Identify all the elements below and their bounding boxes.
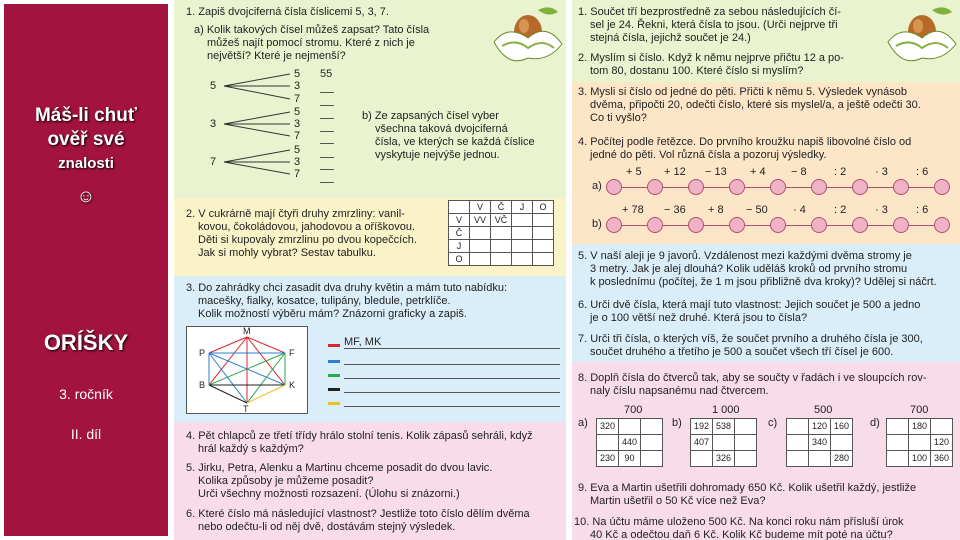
square-cell: [735, 435, 757, 451]
square-cell: [787, 451, 809, 467]
task-1b-line-4: vyskytuje nejvýše jednou.: [375, 149, 500, 161]
table-header-cell: Č: [491, 201, 512, 214]
square-cell: [909, 435, 931, 451]
chain-a-op: − 13: [705, 166, 727, 178]
square-cell: 160: [831, 419, 853, 435]
task-1b-line-1: b) Ze zapsaných čísel vyber: [362, 110, 499, 122]
task-1b-line-3: čísla, ve kterých se každá číslice: [375, 136, 535, 148]
hazelnut-illustration: [882, 2, 960, 76]
table-header-cell: J: [512, 201, 533, 214]
number-tree-diagram: [210, 64, 320, 192]
square-cell: [735, 419, 757, 435]
table-header-cell: V: [470, 201, 491, 214]
r-task-8-line-2: naly číslu napsanému nad čtvercem.: [590, 385, 769, 397]
task-2-line-4: Jak si mohly vybrat? Sestav tabulku.: [198, 247, 376, 259]
tree-leaf: 7: [294, 130, 301, 142]
r-task-7-line-1: 7. Urči tři čísla, o kterých víš, že součet prvního a druhého čísla je 300,: [578, 333, 923, 345]
task-2-line-1: 2. V cukrárně mají čtyři druhy zmrzliny: vanil-: [186, 208, 405, 220]
graph-node-label: P: [199, 348, 206, 358]
square-cell: [713, 435, 735, 451]
task-1-section: [174, 0, 566, 198]
square-cell: 100: [909, 451, 931, 467]
chain-b-op: + 8: [708, 204, 724, 216]
sidebar-title: [4, 104, 168, 176]
square-cell: 407: [691, 435, 713, 451]
tree-root-1: 5: [210, 80, 217, 92]
task-4-line-2: hrál každý s každým?: [198, 443, 304, 455]
r-task-3-line-3: Co ti vyšlo?: [590, 112, 647, 124]
task-2-line-2: kovou, čokoládovou, jahodovou a oříškovou.: [198, 221, 416, 233]
task-1a-line-1: a) Kolik takových čísel můžeš zapsat? Tato čísla: [194, 24, 430, 36]
square-cell: [887, 435, 909, 451]
r-task-2-line-2: tom 80, dostanu 100. Které číslo si myslím?: [590, 65, 804, 77]
r-task-1-line-1: 1. Součet tří bezprostředně za sebou následujících čí-: [578, 6, 841, 18]
chain-a-op: : 2: [834, 166, 847, 178]
square-cell: 180: [909, 419, 931, 435]
chain-a-op: + 5: [626, 166, 642, 178]
tree-leaf: 7: [294, 93, 301, 105]
r-task-8-line-1: 8. Doplň čísla do čtverců tak, aby se součty v řadách i ve sloupcích rov-: [578, 372, 927, 384]
tree-first-answer: 55: [320, 68, 333, 80]
square-cell: [619, 419, 641, 435]
square-cell: 280: [831, 451, 853, 467]
chain-a-op: · 3: [875, 166, 888, 178]
tree-root-2: 3: [210, 118, 217, 130]
square-cell: 360: [931, 451, 953, 467]
r-task-9-line-2: Martin ušetřil o 50 Kč více než Eva?: [590, 495, 766, 507]
magic-square-sum: 700: [624, 404, 643, 416]
tasks-4-6-section: [174, 422, 566, 540]
legend-swatch-green: [328, 374, 340, 377]
square-cell: [887, 451, 909, 467]
magic-square-a: [596, 418, 663, 467]
r-task-4-line-2: jedné do pěti. Vol různá čísla a pozoruj výsledky.: [590, 149, 827, 161]
title-sidebar: [4, 4, 168, 536]
magic-square-b: [690, 418, 757, 467]
magic-square-sum: 700: [910, 404, 929, 416]
r-task-3-line-1: 3. Mysli si číslo od jedné do pěti. Přičti k němu 5. Výsledek vynásob: [578, 86, 907, 98]
chain-b-op: · 4: [793, 204, 806, 216]
graph-node-label: F: [289, 348, 295, 358]
task-1a-line-2: můžeš najít pomocí stromu. Které z nich je: [207, 37, 415, 49]
square-cell: 192: [691, 419, 713, 435]
legend-first-entry: MF, MK: [344, 336, 382, 348]
table-row-header: O: [449, 253, 470, 266]
tree-leaf: 7: [294, 168, 301, 180]
square-cell: [735, 451, 757, 467]
r-task-5-line-3: k poslednímu (počítej, že 1 m jsou přibližně dva kroky)? Udělej si náčrt.: [590, 276, 937, 288]
chain-b-op: − 36: [664, 204, 686, 216]
square-cell: [787, 435, 809, 451]
legend-swatch-blue: [328, 360, 340, 363]
r-task-2-line-1: 2. Myslím si číslo. Když k němu nejprve přičtu 12 a po-: [578, 52, 844, 64]
r-task-3-line-2: dvěma, připočti 20, odečti číslo, které sis myslel/a, a ještě odečti 30.: [590, 99, 921, 111]
table-header-cell: O: [533, 201, 554, 214]
r-task-9-line-1: 9. Eva a Martin ušetřili dohromady 650 Kč. Kolik ušetřil každý, jestliže: [578, 482, 917, 494]
r-task-10-line-2: 40 Kč a odečtou daň 6 Kč. Kolik Kč budeme mít poté na účtu?: [590, 529, 893, 540]
graph-node-label: T: [243, 404, 249, 414]
task-1b-line-2: všechna taková dvojciferná: [375, 123, 508, 135]
chain-a-op: + 12: [664, 166, 686, 178]
magic-square-sum: 500: [814, 404, 833, 416]
square-cell: 90: [619, 451, 641, 467]
r-task-10-line-1: 10. Na účtu máme uloženo 500 Kč. Na konci roku nám přísluší úrok: [574, 516, 904, 528]
title-line-1: Máš-li chuť: [34, 105, 137, 126]
square-cell: [641, 419, 663, 435]
chain-b-label: b): [592, 218, 602, 230]
task-5-line-1: 5. Jirku, Petra, Alenku a Martinu chceme posadit do dvou lavic.: [186, 462, 493, 474]
magic-square-sum: 1 000: [712, 404, 740, 416]
square-cell: [597, 435, 619, 451]
r-task-5-line-2: 3 metry. Jak je alej dlouhá? Kolik uděláš kroků od prvního stromu: [590, 263, 908, 275]
square-cell: 538: [713, 419, 735, 435]
square-cell: [931, 419, 953, 435]
magic-square-label: a): [578, 417, 588, 429]
task-3-section: [174, 276, 566, 422]
square-cell: 120: [931, 435, 953, 451]
task-4-line-1: 4. Pět chlapců ze třetí třídy hrálo stolní tenis. Kolik zápasů sehráli, když: [186, 430, 533, 442]
r-task-4-line-1: 4. Počítej podle řetězce. Do prvního kroužku napiš libovolné číslo od: [578, 136, 912, 148]
task-5-line-3: Urči všechny možnosti rozsazení. (Úlohu si znázorni.): [198, 488, 460, 500]
tree-leaf: 5: [294, 106, 301, 118]
graph-node-label: B: [199, 380, 206, 390]
right-textbook-page: [572, 0, 960, 540]
table-cell: VČ: [491, 214, 512, 227]
graph-node-label: M: [243, 326, 251, 336]
tasks-3-4-section: [572, 82, 960, 244]
square-cell: [787, 419, 809, 435]
tasks-5-7-section: [572, 244, 960, 362]
chain-b-op: : 2: [834, 204, 847, 216]
tree-root-3: 7: [210, 156, 217, 168]
chain-b-op: : 6: [916, 204, 929, 216]
title-line-3: znalosti: [58, 155, 114, 172]
square-cell: 326: [713, 451, 735, 467]
task-2-section: [174, 198, 566, 276]
task-3-line-2: macešky, fialky, kosatce, tulipány, bledule, petrklíče.: [198, 295, 451, 307]
tree-leaf: 3: [294, 156, 301, 168]
tree-leaf: 5: [294, 144, 301, 156]
table-row-header: V: [449, 214, 470, 227]
magic-square-c: [786, 418, 853, 467]
tree-leaf: 3: [294, 80, 301, 92]
r-task-5-line-1: 5. V naší aleji je 9 javorů. Vzdálenost mezi každými dvěma stromy je: [578, 250, 912, 262]
hazelnut-illustration: [488, 2, 566, 80]
task-5-line-2: Kolika způsoby je můžeme posadit?: [198, 475, 374, 487]
legend-swatch-yellow: [328, 402, 340, 405]
chain-a-label: a): [592, 180, 602, 192]
r-task-1-line-2: sel je 24. Řekni, která čísla to jsou. (Urči nejprve tři: [590, 19, 838, 31]
table-row-header: J: [449, 240, 470, 253]
r-task-1-line-3: stejná čísla, jejichž součet je 24.): [590, 32, 751, 44]
chain-a-op: − 8: [791, 166, 807, 178]
chain-b-op: − 50: [746, 204, 768, 216]
square-cell: [691, 451, 713, 467]
r-task-6-line-2: je o 100 větší než druhé. Která jsou to čísla?: [590, 312, 808, 324]
magic-square-label: b): [672, 417, 682, 429]
complete-graph-diagram: [187, 327, 307, 413]
ice-cream-table: [448, 200, 554, 266]
chain-b-op: · 3: [875, 204, 888, 216]
square-cell: [831, 435, 853, 451]
square-cell: 230: [597, 451, 619, 467]
magic-square-label: c): [768, 417, 778, 429]
flower-graph: [186, 326, 308, 414]
task-1a-line-3: největší? Které je nejmenší?: [207, 50, 346, 62]
legend-swatch-black: [328, 388, 340, 391]
table-cell: VV: [470, 214, 491, 227]
tree-leaf: 5: [294, 68, 301, 80]
magic-square-d: [886, 418, 953, 467]
chain-b-op: + 78: [622, 204, 644, 216]
square-cell: [641, 451, 663, 467]
part-label: II. díl: [70, 426, 102, 442]
r-task-6-line-1: 6. Urči dvě čísla, která mají tuto vlastnost: Jejich součet je 500 a jedno: [578, 299, 921, 311]
task-6-line-1: 6. Které číslo má následující vlastnost? Jestliže toto číslo dělím dvěma: [186, 508, 530, 520]
graph-node-label: K: [289, 380, 296, 390]
task-1-title: 1. Zapiš dvojciferná čísla číslicemi 5, 3, 7.: [186, 6, 389, 18]
chain-a-op: + 4: [750, 166, 766, 178]
smiley-icon: ☺: [76, 186, 96, 206]
task-3-line-1: 3. Do zahrádky chci zasadit dva druhy květin a mám tuto nabídku:: [186, 282, 507, 294]
table-row-header: Č: [449, 227, 470, 240]
title-line-2: ověř své: [47, 129, 125, 150]
legend-swatch-red: [328, 344, 340, 347]
task-3-line-3: Kolik možností výběru mám? Znázorni graficky a zapiš.: [198, 308, 467, 320]
task-6-line-2: nebo odečtu-li od něj dvě, dostávám stejný výsledek.: [198, 521, 456, 533]
grade-label: 3. ročník: [59, 386, 113, 402]
square-cell: [641, 435, 663, 451]
task-2-line-3: Děti si kupovaly zmrzlinu po dvou kopečcích.: [198, 234, 417, 246]
chain-a-op: : 6: [916, 166, 929, 178]
r-task-7-line-2: součet druhého a třetího je 500 a součet všech tří čísel je 600.: [590, 346, 894, 358]
square-cell: [809, 451, 831, 467]
tree-leaf: 3: [294, 118, 301, 130]
square-cell: 340: [809, 435, 831, 451]
square-cell: 440: [619, 435, 641, 451]
magic-square-label: d): [870, 417, 880, 429]
left-textbook-page: [174, 0, 566, 540]
square-cell: [887, 419, 909, 435]
tasks-1-2-section: [572, 0, 960, 82]
tasks-8-10-section: [572, 362, 960, 540]
sidebar-heading: ORÍŠKY: [43, 330, 129, 355]
square-cell: 320: [597, 419, 619, 435]
square-cell: 120: [809, 419, 831, 435]
